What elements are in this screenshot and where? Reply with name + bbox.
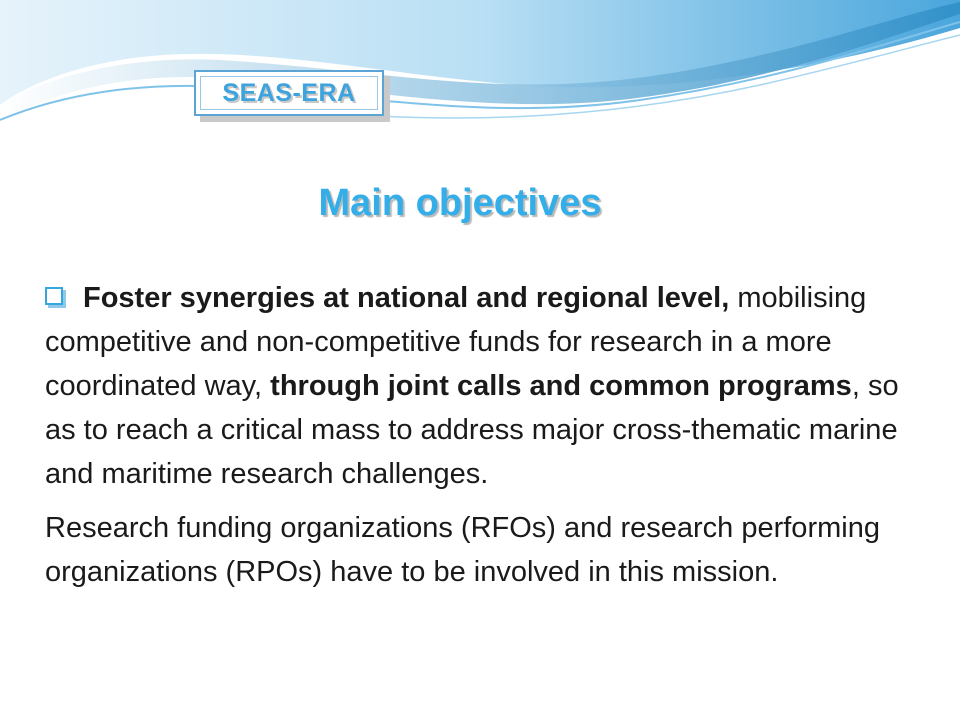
badge-inner-frame [200, 76, 378, 110]
objective-bold-mid: through joint calls and common programs [270, 370, 852, 402]
objective-text-part1: mobilising competitive and non-competitive funds for research in a more coordinated way, [45, 282, 867, 402]
objective-paragraph [45, 276, 925, 496]
badge-label: SEAS-ERA [222, 78, 356, 107]
note-paragraph: Research funding organizations (RFOs) and research performing organizations (RPOs) have to be involved in this mission. [45, 512, 880, 588]
slide-body [45, 276, 925, 594]
header-wave-decoration [0, 0, 960, 160]
page-title: Main objectives [318, 182, 602, 224]
seas-era-badge [194, 70, 384, 116]
objective-lead-bold: Foster synergies at national and regional level, [83, 282, 730, 314]
square-bullet-icon [45, 287, 63, 305]
objective-text-part2: , so as to reach a critical mass to address major cross-thematic marine and maritime research challenges. [45, 370, 899, 490]
